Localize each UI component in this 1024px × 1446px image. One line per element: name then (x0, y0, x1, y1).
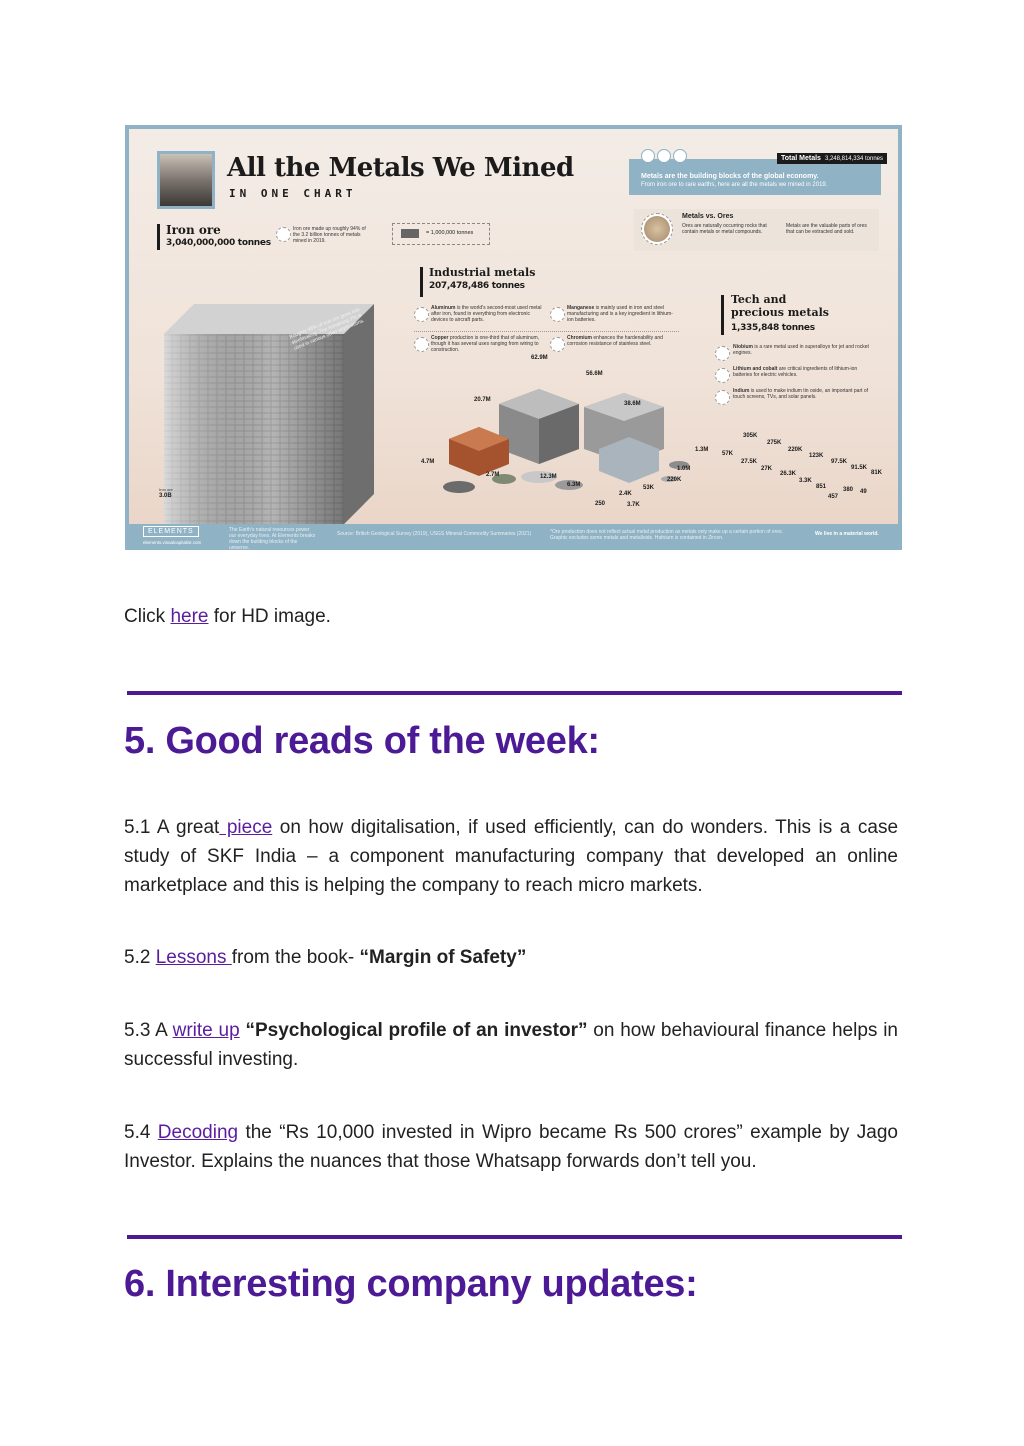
read-5-2-book: “Margin of Safety” (359, 947, 527, 968)
magnesium-value: 1.0M (677, 466, 691, 472)
read-5-1 (124, 813, 898, 900)
infographic-footer (125, 524, 902, 550)
chromium-icon (550, 337, 565, 352)
section-divider (127, 691, 902, 695)
lithium-note-bold: Lithium and cobalt (733, 366, 778, 372)
cube-side (344, 304, 374, 524)
cadmium-value: 27.5K (741, 459, 758, 465)
hd-image-link[interactable]: here (170, 606, 209, 627)
total-label: Total Metals (781, 155, 821, 162)
cube-icon (401, 229, 419, 238)
infographic-subtitle: IN ONE CHART (229, 187, 357, 200)
chromium-note (567, 335, 679, 347)
click-after: for HD image. (208, 606, 331, 627)
footer-note: *Ore production does not reflect actual metal production as metals only make up a certain portion of ores. Graphic excludes some metals and metalloids. Hafnium is contained in Zircon. (550, 529, 783, 541)
tech-heading-1: Tech and (731, 293, 787, 306)
click-line (124, 602, 898, 631)
copper-note (431, 335, 543, 353)
metals-description: Metals are the valuable parts of ores that can be extracted and sold. (786, 223, 867, 235)
elements-logo: ELEMENTS (143, 526, 199, 537)
niobium-note-bold: Niobium (733, 344, 753, 350)
indium-note-bold: Indium (733, 388, 750, 394)
read-5-2 (124, 943, 898, 972)
lead-pile (443, 481, 475, 493)
iron-cube-name: Iron ore (159, 487, 173, 492)
lithium-icon (715, 368, 730, 383)
footer-blurb: The Earth's natural resources power our everyday lives. At Elements breaks down the building blocks of the universe. (229, 527, 316, 550)
copper-icon (414, 337, 429, 352)
ore-icon (641, 213, 673, 245)
iron-note: Iron ore made up roughly 94% of the 3.2 billion tonnes of metals mined in 2019. (293, 226, 366, 244)
read-5-2-text: from the book- (231, 947, 360, 968)
tungsten-value: 91.5K (851, 465, 868, 471)
mvo-title: Metals vs. Ores (682, 213, 734, 220)
niobium-icon (715, 346, 730, 361)
read-5-3 (124, 1016, 898, 1074)
tech-bar (721, 295, 724, 335)
section5-heading: 5. Good reads of the week: (124, 720, 600, 762)
copper-note-text: production is one-third that of aluminum, though it has several uses ranging from wiring to construction. (431, 335, 540, 353)
metals-infographic (125, 125, 902, 550)
iron-cube-value: 3.0B (159, 493, 172, 499)
click-before: Click (124, 606, 171, 627)
manganese-note-bold: Manganese (567, 305, 595, 311)
read-5-4-prefix: 5.4 (124, 1122, 158, 1143)
rare-earths-value: 220K (788, 447, 803, 453)
strontium-value: 220K (667, 477, 682, 483)
metal-icon (657, 149, 671, 163)
vanadium-value: 81K (871, 470, 883, 476)
molybdenum-value: 275K (767, 440, 782, 446)
total-desc-bold: Metals are the building blocks of the global economy. (641, 173, 819, 180)
lithium-value: 97.5K (831, 459, 848, 465)
copper-value: 20.7M (474, 397, 491, 403)
total-desc: From iron ore to rare earths, here are all the metals we mined in 2019. (641, 182, 828, 188)
metal-icons (641, 149, 689, 168)
indium-icon (715, 390, 730, 405)
tech-heading (731, 293, 829, 319)
metal-icon (641, 149, 655, 163)
iron-ore-cube (154, 299, 404, 524)
niobium-note (733, 344, 873, 356)
read-5-1-prefix: 5.1 A great (124, 817, 220, 838)
chromium-value: 38.6M (624, 401, 641, 407)
read-5-4-text: the “Rs 10,000 invested in Wipro became Rs 500 crores” example by Jago Investor. Explains the nuances that those Whatsapp forwards don’t tell you. (124, 1122, 898, 1172)
industrial-divider (414, 331, 679, 332)
legend-box (392, 223, 490, 245)
footer-url: elements.visualcapitalist.com (143, 540, 202, 545)
section6-heading: 6. Interesting company updates: (124, 1263, 698, 1305)
gallium-value: 380 (843, 487, 854, 493)
aluminum-note (431, 305, 543, 323)
mine-photo (157, 151, 215, 209)
chromium-note-bold: Chromium (567, 335, 592, 341)
niobium-note-text: is a rare metal used in superalloys for jet and rocket engines. (733, 344, 869, 356)
lithium-note (733, 366, 873, 378)
tech-tonnes: 1,335,848 tonnes (731, 323, 815, 333)
footer-source: Source: British Geological Survey (2019), USGS Mineral Commodity Summaries (2021) (337, 531, 532, 537)
aluminum-value: 62.9M (531, 355, 548, 361)
zirconium-value: 1.3M (695, 447, 709, 453)
ores-description: Ores are naturally occurring rocks that contain metals or metal compounds. (682, 223, 767, 235)
industrial-metal-piles (419, 369, 709, 509)
lithium-note-text: are critical ingredients of lithium-ion batteries for electric vehicles. (733, 366, 858, 378)
silver-value: 26.3K (780, 471, 797, 477)
aluminum-note-bold: Aluminum (431, 305, 456, 311)
industrial-bar (420, 267, 423, 297)
piece-link[interactable]: piece (219, 817, 273, 838)
section-divider (127, 1235, 902, 1239)
indium-value: 851 (816, 484, 827, 490)
iron-cube-label (159, 486, 173, 500)
metals-vs-ores-box (634, 209, 879, 251)
aluminum-note-text: is the world's second-most used metal after iron, found in everything from electronic devices to aircraft parts. (431, 305, 542, 323)
total-value: 3,248,814,334 tonnes (824, 156, 883, 162)
iron-heading: Iron ore (166, 223, 221, 237)
industrial-heading: Industrial metals (429, 266, 536, 279)
read-5-3-text: on how behavioural finance helps in successful investing. (124, 1020, 898, 1070)
indium-note-text: is used to make indium tin oxide, an important part of touch screens, TVs, and solar panels. (733, 388, 869, 400)
iron-icon (276, 227, 291, 242)
mercury-value: 2.4K (619, 491, 632, 497)
read-5-4 (124, 1118, 898, 1176)
read-5-3-title: “Psychological profile of an investor” (239, 1020, 588, 1041)
gold-value: 3.3K (799, 478, 812, 484)
iron-cube-note: Roughly 98% of iron ore goes into steelmaking. The remaining 2% is used in various other applications. (288, 306, 366, 352)
tech-heading-2: precious metals (731, 306, 829, 319)
write-up-link[interactable]: write up (172, 1020, 240, 1041)
manganese-note-text: is mainly used in iron and steel manufacturing and is a key ingredient in lithium-ion batteries. (567, 305, 673, 323)
platinum-value: 457 (828, 494, 839, 500)
total-description (641, 173, 881, 189)
tin-value: 305K (743, 433, 758, 439)
read-5-3-prefix: 5.3 A (124, 1020, 173, 1041)
infographic-canvas (129, 129, 898, 524)
copper-note-bold: Copper (431, 335, 449, 341)
decoding-link[interactable]: Decoding (157, 1122, 239, 1143)
aluminum-icon (414, 307, 429, 322)
total-metals-tag (777, 153, 887, 164)
iron-bar (157, 224, 160, 250)
lead-value: 4.7M (421, 459, 435, 465)
footer-tagline: We live in a material world. (815, 531, 879, 537)
niobium-value: 57K (722, 451, 734, 457)
rhenium-value: 49 (860, 489, 867, 495)
manganese-value: 56.6M (586, 371, 603, 377)
cobalt-value: 123K (809, 453, 824, 459)
read-5-2-prefix: 5.2 (124, 947, 156, 968)
manganese-note (567, 305, 679, 323)
cube-shading (164, 334, 344, 524)
zinc-value: 12.3M (540, 474, 557, 480)
infographic-title: All the Metals We Mined (227, 153, 574, 183)
beryllium-value: 250 (595, 501, 606, 507)
nickel-value: 2.7M (486, 472, 500, 478)
read-5-1-text: on how digitalisation, if used efficiently, can do wonders. This is a case study of SKF India – a component manufacturing company that developed an online marketplace and this is helping the company to reach micro markets. (124, 817, 899, 896)
indium-note (733, 388, 873, 400)
lessons-link[interactable]: Lessons (155, 947, 232, 968)
antimony-value: 53K (643, 485, 655, 491)
tantalum-value: 27K (761, 466, 773, 472)
legend-text: = 1,000,000 tonnes (426, 230, 474, 236)
titanium-value: 6.3M (567, 482, 581, 488)
bismuth-value: 3.7K (627, 502, 640, 508)
manganese-icon (550, 307, 565, 322)
iron-tonnes: 3,040,000,000 tonnes (166, 238, 271, 248)
metal-icon (673, 149, 687, 163)
industrial-tonnes: 207,478,486 tonnes (429, 281, 525, 291)
chromium-note-text: enhances the hardenability and corrosion resistance of stainless steel. (567, 335, 663, 347)
